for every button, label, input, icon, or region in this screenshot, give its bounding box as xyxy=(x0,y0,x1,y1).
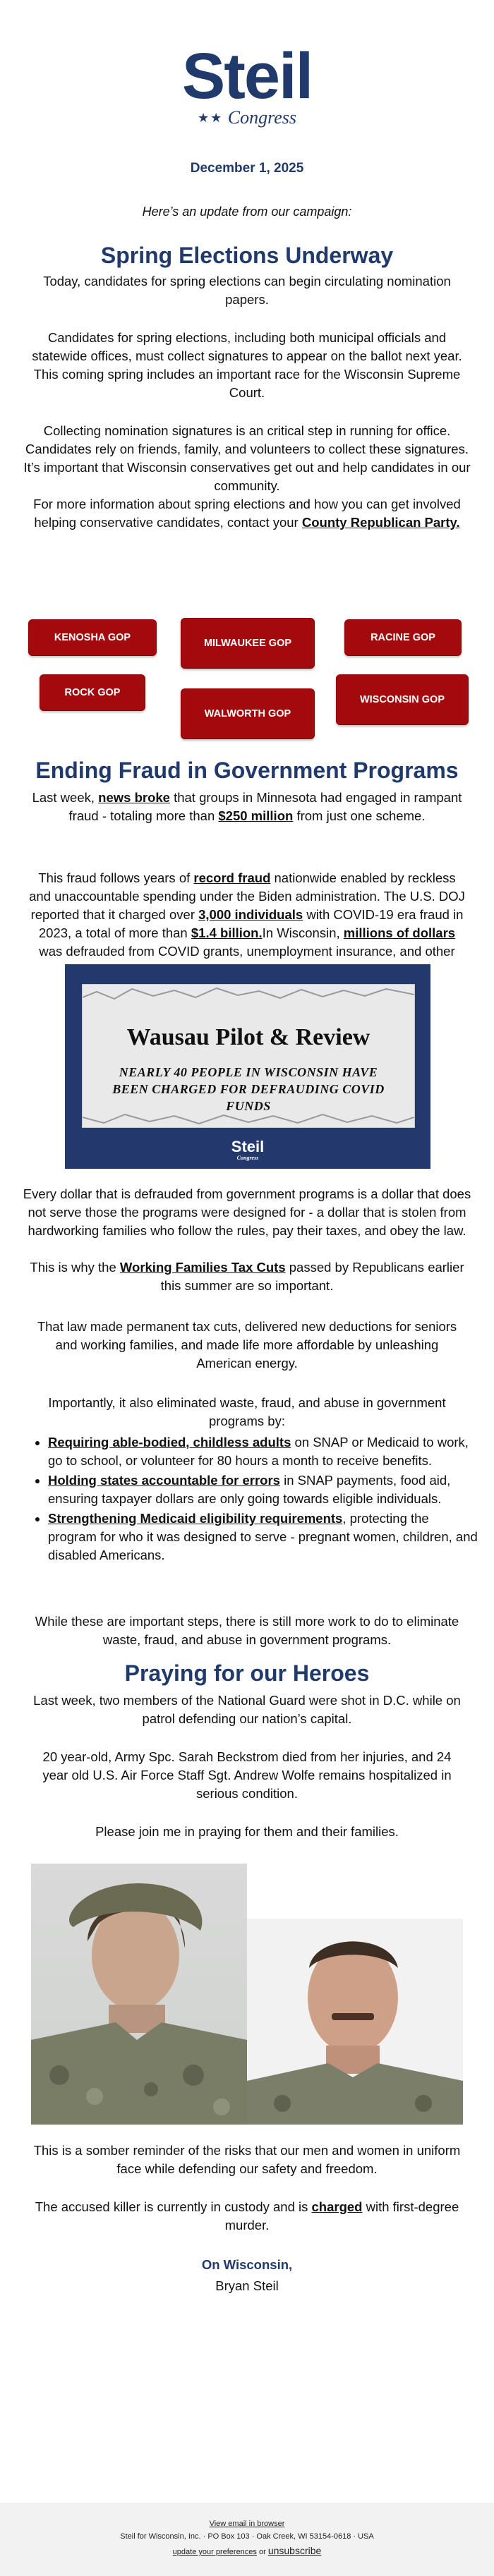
rock-gop-button[interactable]: ROCK GOP xyxy=(40,674,145,711)
email-footer xyxy=(0,2503,494,2576)
fraud-p4-a: This is why the xyxy=(30,1260,116,1275)
fraud-paragraph-4 xyxy=(28,1258,466,1295)
sarah-beckstrom-photo xyxy=(31,1864,247,2125)
steil-congress-logo xyxy=(0,40,494,128)
fraud-paragraph-5: That law made permanent tax cuts, delivered new deductions for seniors and working families, and made life more affordable by unleashing American energy. xyxy=(37,1319,457,1371)
reform-list xyxy=(34,1433,478,1566)
andrew-wolfe-photo xyxy=(247,1919,463,2125)
1-4-billion-link[interactable]: $1.4 billion. xyxy=(191,925,263,940)
list-item xyxy=(48,1471,478,1508)
heroes-paragraph-4: This is a somber reminder of the risks that our men and women in uniform face while defending our safety and freedom. xyxy=(33,2143,461,2176)
spring-paragraph-3: Collecting nomination signatures is an critical step in running for office. Candidates rely on friends, family, and volunteers to collect these signatures. It’s important that Wisconsin conservatives get out and help candidates in our community. xyxy=(23,423,471,493)
soldier-portrait-graphic xyxy=(31,1864,247,2125)
spring-paragraph-1: Today, candidates for spring elections can begin circulating nomination papers. xyxy=(43,274,451,307)
intro-text: Here’s an update from our campaign: xyxy=(142,205,352,219)
logo-subtitle xyxy=(0,107,494,128)
news-subheadline: NEARLY 40 PEOPLE IN WISCONSIN HAVE BEEN CHARGED FOR DEFRAUDING COVID FUNDS xyxy=(112,1065,385,1113)
kenosha-gop-button[interactable]: KENOSHA GOP xyxy=(28,619,157,656)
fraud-paragraph-2 xyxy=(28,869,466,979)
list-item xyxy=(48,1433,478,1470)
states-accountable-link[interactable]: Holding states accountable for errors xyxy=(48,1473,280,1488)
record-fraud-link[interactable]: record fraud xyxy=(193,870,271,885)
news-image-logo-name: Steil xyxy=(231,1138,265,1155)
fraud-p4-b: passed by Republicans earlier this summer are so important. xyxy=(160,1260,464,1293)
spring-paragraph-4 xyxy=(28,495,466,532)
millions-of-dollars-link[interactable]: millions of dollars xyxy=(343,925,456,940)
heroes-p5-b: with first-degree murder. xyxy=(224,2199,459,2232)
spring-paragraph-2: Candidates for spring elections, including both municipal officials and statewide offices, must collect signatures to appear on the ballot next year. This coming spring includes an important race for the Wisconsin Supreme Court. xyxy=(32,330,462,400)
fraud-p2-a: This fraud follows years of xyxy=(38,870,191,885)
logo-stars: ★★ xyxy=(197,111,224,125)
list-item xyxy=(48,1509,478,1565)
heroes-paragraph-1: Last week, two members of the National Guard were shot in D.C. while on patrol defending our nation’s capital. xyxy=(33,1693,461,1726)
fraud-heading: Ending Fraud in Government Programs xyxy=(35,758,459,783)
racine-gop-button[interactable]: RACINE GOP xyxy=(344,619,462,656)
footer-address: Steil for Wisconsin, Inc. · PO Box 103 · Oak Creek, WI 53154-0618 · USA xyxy=(120,2532,374,2541)
250-million-link[interactable]: $250 million xyxy=(218,808,294,823)
fraud-p1-b: that groups in Minnesota had engaged in rampant fraud - totaling more than xyxy=(68,790,462,823)
heroes-paragraph-3: Please join me in praying for them and their families. xyxy=(95,1824,399,1839)
bullet-text: on SNAP or Medicaid to work, go to school, or volunteer for 80 hours a month to receive benefits. xyxy=(48,1435,469,1468)
able-bodied-adults-link[interactable]: Requiring able-bodied, childless adults xyxy=(48,1435,291,1450)
fraud-p1-c: from just one scheme. xyxy=(296,808,426,823)
fraud-p2-c: with COVID-19 era fraud in 2023, a total of more than xyxy=(38,907,464,940)
news-image-logo xyxy=(65,1138,430,1161)
signoff-line-2: Bryan Steil xyxy=(215,2278,279,2293)
update-preferences-link[interactable]: update your preferences xyxy=(172,2548,257,2556)
county-republican-party-link[interactable]: County Republican Party. xyxy=(301,515,460,530)
heroes-p5-a: The accused killer is currently in custody and is xyxy=(35,2199,308,2214)
charged-link[interactable]: charged xyxy=(311,2199,363,2214)
fraud-paragraph-1 xyxy=(28,789,466,825)
footer-or: or xyxy=(258,2548,266,2556)
walworth-gop-button[interactable]: WALWORTH GOP xyxy=(181,688,315,739)
spring-heading: Spring Elections Underway xyxy=(100,243,394,268)
working-families-tax-cuts-link[interactable]: Working Families Tax Cuts xyxy=(119,1260,286,1275)
medicaid-eligibility-link[interactable]: Strengthening Medicaid eligibility requirements xyxy=(48,1511,343,1526)
fraud-p2-d: In Wisconsin, xyxy=(262,925,340,940)
news-headline: Wausau Pilot & Review xyxy=(126,1024,370,1050)
wisconsin-gop-button[interactable]: WISCONSIN GOP xyxy=(336,674,469,725)
unsubscribe-link[interactable]: unsubscribe xyxy=(267,2545,322,2556)
torn-paper-graphic xyxy=(82,984,415,1128)
bullet-text: , protecting the program for who it was designed to serve - pregnant women, children, and disabled Americans. xyxy=(48,1511,478,1562)
heroes-heading: Praying for our Heroes xyxy=(124,1660,370,1686)
news-clipping-image[interactable] xyxy=(65,964,430,1169)
fraud-paragraph-7: While these are important steps, there is still more work to do to eliminate waste, fraud, and abuse in government programs. xyxy=(35,1614,459,1647)
footer-preferences xyxy=(0,2545,494,2556)
milwaukee-gop-button[interactable]: MILWAUKEE GOP xyxy=(181,618,315,669)
heroes-paragraph-5 xyxy=(28,2198,466,2235)
logo-subtitle-text: Congress xyxy=(227,107,297,128)
view-in-browser-link[interactable]: View email in browser xyxy=(209,2520,285,2528)
fraud-paragraph-3: Every dollar that is defrauded from government programs is a dollar that does not serve those the programs were designed for - a dollar that is stolen from hardworking families who follow the rules, pay their taxes, and obey the law. xyxy=(23,1186,471,1238)
3000-individuals-link[interactable]: 3,000 individuals xyxy=(198,907,303,922)
news-broke-link[interactable]: news broke xyxy=(98,790,170,805)
fraud-p2-b: nationwide enabled by reckless and unaccountable spending under the Biden administration. The U.S. DOJ reported that it charged over xyxy=(29,870,465,922)
spring-paragraph-4-text: For more information about spring elections and how you can get involved helping conservative candidates, contact your xyxy=(33,497,461,530)
fraud-p1-a: Last week, xyxy=(32,790,95,805)
bullet-text: in SNAP payments, food aid, ensuring taxpayer dollars are only going towards eligible individuals. xyxy=(48,1473,451,1506)
fraud-paragraph-6: Importantly, it also eliminated waste, fraud, and abuse in government programs by: xyxy=(48,1395,446,1428)
heroes-paragraph-2: 20 year-old, Army Spc. Sarah Beckstrom died from her injuries, and 24 year old U.S. Air Force Staff Sgt. Andrew Wolfe remains hospitalized in serious condition. xyxy=(42,1749,452,1801)
soldier-portrait-graphic xyxy=(247,1919,463,2125)
news-image-logo-sub: Congress xyxy=(236,1155,259,1161)
email-date: December 1, 2025 xyxy=(190,161,304,176)
logo-name: Steil xyxy=(181,40,313,112)
signoff-line-1: On Wisconsin, xyxy=(201,2257,293,2272)
fraud-p2-e: was defrauded from COVID grants, unemployment insurance, and other xyxy=(39,944,455,959)
